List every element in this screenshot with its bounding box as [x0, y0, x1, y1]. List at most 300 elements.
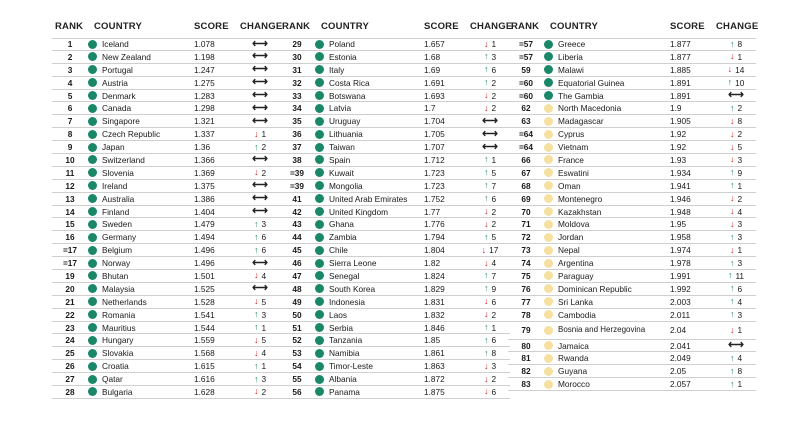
table-row	[508, 322, 756, 340]
change-value: 7	[491, 180, 497, 191]
rank-cell: 7	[67, 116, 73, 127]
rank-cell: 6	[67, 103, 73, 114]
country-name: Taiwan	[329, 142, 355, 153]
country-cell	[315, 155, 424, 165]
table-row	[279, 141, 510, 154]
country-cell	[544, 103, 670, 113]
change-cell	[240, 129, 280, 139]
score-header: SCORE	[424, 20, 459, 32]
rank-cell: 62	[521, 103, 531, 114]
score-cell: 2.04	[670, 325, 687, 336]
country-cell	[315, 52, 424, 62]
peace-level-dot-icon	[544, 326, 553, 335]
change-cell	[240, 245, 280, 255]
change-value: 4	[261, 348, 267, 359]
country-cell	[88, 39, 194, 49]
arrow-up-icon: ↑	[483, 51, 489, 62]
country-cell	[544, 155, 670, 165]
score-cell: 1.723	[424, 167, 445, 178]
table-row	[508, 51, 756, 64]
country-name: Latvia	[329, 103, 352, 114]
change-value: 17	[489, 245, 499, 256]
country-name: Chile	[329, 245, 348, 256]
change-header: CHANGE	[240, 20, 283, 32]
rank-cell: 81	[521, 353, 531, 364]
arrow-up-icon: ↑	[253, 322, 259, 333]
peace-level-dot-icon	[544, 130, 553, 139]
score-cell: 1.337	[194, 129, 215, 140]
peace-level-dot-icon	[315, 284, 324, 293]
rank-cell: 28	[65, 386, 75, 397]
change-value: 3	[261, 219, 267, 230]
change-value: 3	[737, 258, 743, 269]
rank-cell: 35	[292, 116, 302, 127]
score-cell: 1.877	[670, 51, 691, 62]
change-cell	[716, 232, 756, 242]
score-cell: 1.198	[194, 51, 215, 62]
peace-level-dot-icon	[88, 220, 97, 229]
change-value: 6	[737, 283, 743, 294]
change-value: 1	[737, 379, 743, 390]
table-row	[52, 386, 280, 399]
country-name: Serbia	[329, 322, 353, 333]
score-cell: 1.992	[670, 283, 691, 294]
country-cell	[88, 65, 194, 75]
rank-cell: =39	[289, 180, 305, 191]
country-cell	[315, 323, 424, 333]
rank-cell: 38	[292, 154, 302, 165]
country-name: The Gambia	[558, 90, 604, 101]
arrow-down-icon: ↓	[729, 244, 735, 255]
peace-level-dot-icon	[88, 130, 97, 139]
country-cell	[544, 116, 670, 126]
score-cell: 1.934	[670, 167, 691, 178]
country-name: Canada	[102, 103, 132, 114]
change-cell	[716, 379, 756, 389]
rank-cell: 50	[292, 309, 302, 320]
rank-cell: 73	[521, 245, 531, 256]
arrow-up-icon: ↑	[727, 270, 733, 281]
country-cell	[315, 116, 424, 126]
change-value: 2	[491, 219, 497, 230]
country-cell	[544, 341, 670, 351]
score-cell: 1.958	[670, 232, 691, 243]
change-cell	[240, 168, 280, 178]
change-cell	[716, 78, 756, 88]
country-cell	[315, 284, 424, 294]
country-cell	[544, 232, 670, 242]
rank-cell: 46	[292, 258, 302, 269]
rank-cell: 33	[292, 90, 302, 101]
score-cell: 1.496	[194, 245, 215, 256]
table-row	[52, 334, 280, 347]
country-name: Slovakia	[102, 348, 134, 359]
country-cell	[315, 142, 424, 152]
change-cell	[716, 245, 756, 255]
country-cell	[544, 310, 670, 320]
peace-level-dot-icon	[88, 181, 97, 190]
score-cell: 1.776	[424, 219, 445, 230]
country-cell	[88, 168, 194, 178]
peace-level-dot-icon	[315, 375, 324, 384]
score-cell: 1.794	[424, 232, 445, 243]
peace-level-dot-icon	[544, 155, 553, 164]
rank-cell: 47	[292, 270, 302, 281]
rank-cell: 83	[521, 379, 531, 390]
score-cell: 1.978	[670, 258, 691, 269]
score-cell: 1.92	[670, 129, 687, 140]
score-cell: 1.525	[194, 283, 215, 294]
ranking-rows	[279, 38, 510, 399]
change-cell	[470, 284, 510, 294]
score-cell: 1.824	[424, 270, 445, 281]
rank-cell: 59	[521, 64, 531, 75]
country-name: Laos	[329, 309, 347, 320]
table-row	[508, 270, 756, 283]
change-value: 2	[737, 193, 743, 204]
peace-level-dot-icon	[315, 220, 324, 229]
change-value: 1	[491, 39, 497, 50]
country-name: Spain	[329, 154, 351, 165]
country-cell	[88, 335, 194, 345]
arrow-up-icon: ↑	[729, 231, 735, 242]
arrow-up-icon: ↑	[729, 283, 735, 294]
country-name: Uruguay	[329, 116, 361, 127]
peace-level-dot-icon	[315, 65, 324, 74]
rank-cell: 32	[292, 77, 302, 88]
arrow-down-icon: ↓	[483, 296, 489, 307]
rank-cell: 54	[292, 361, 302, 372]
arrow-up-icon: ↑	[253, 309, 259, 320]
rank-cell: =64	[518, 129, 534, 140]
peace-level-dot-icon	[88, 297, 97, 306]
rank-cell: 45	[292, 245, 302, 256]
no-change-icon: ⟷	[252, 101, 268, 114]
table-row	[508, 296, 756, 309]
change-cell	[470, 78, 510, 88]
country-name: Vietnam	[558, 142, 589, 153]
change-cell	[240, 154, 280, 165]
arrow-down-icon: ↓	[729, 51, 735, 62]
table-row	[279, 386, 510, 399]
score-cell: 1.872	[424, 374, 445, 385]
change-value: 14	[735, 64, 745, 75]
table-row	[508, 154, 756, 167]
change-value: 9	[491, 283, 497, 294]
change-value: 1	[737, 325, 743, 336]
change-value: 6	[261, 245, 267, 256]
change-cell	[470, 91, 510, 101]
table-row	[508, 378, 756, 391]
arrow-up-icon: ↑	[729, 38, 735, 49]
change-cell	[470, 39, 510, 49]
arrow-up-icon: ↑	[483, 334, 489, 345]
country-name: North Macedonia	[558, 103, 622, 114]
change-value: 6	[491, 386, 497, 397]
country-name: Sri Lanka	[558, 296, 594, 307]
table-row	[52, 257, 280, 270]
change-value: 6	[491, 193, 497, 204]
rank-cell: =39	[289, 167, 305, 178]
table-row	[279, 180, 510, 193]
change-value: 5	[737, 142, 743, 153]
country-name: Bulgaria	[102, 386, 133, 397]
ranking-column-2	[279, 18, 513, 399]
rank-cell: 29	[292, 39, 302, 50]
change-cell	[716, 258, 756, 268]
change-cell	[240, 361, 280, 371]
table-row	[279, 102, 510, 115]
change-cell	[716, 271, 756, 281]
country-name: Australia	[102, 193, 135, 204]
table-row	[508, 115, 756, 128]
table-row	[52, 167, 280, 180]
change-cell	[240, 64, 280, 75]
change-cell	[240, 258, 280, 269]
table-row	[279, 115, 510, 128]
country-cell	[88, 387, 194, 397]
change-cell	[470, 52, 510, 62]
change-cell	[470, 219, 510, 229]
country-cell	[88, 310, 194, 320]
arrow-down-icon: ↓	[483, 38, 489, 49]
table-row	[52, 141, 280, 154]
arrow-up-icon: ↑	[483, 283, 489, 294]
arrow-down-icon: ↓	[729, 141, 735, 152]
peace-level-dot-icon	[315, 323, 324, 332]
arrow-up-icon: ↑	[729, 167, 735, 178]
country-cell	[315, 91, 424, 101]
rank-cell: 19	[65, 270, 75, 281]
arrow-down-icon: ↓	[253, 167, 259, 178]
peace-level-dot-icon	[544, 233, 553, 242]
table-row	[279, 322, 510, 335]
change-cell	[716, 194, 756, 204]
rank-cell: =17	[62, 258, 78, 269]
change-cell	[470, 116, 510, 127]
country-name: Lithuania	[329, 129, 363, 140]
peace-level-dot-icon	[88, 259, 97, 268]
no-change-icon: ⟷	[252, 63, 268, 76]
rank-cell: =57	[518, 39, 534, 50]
country-cell	[88, 103, 194, 113]
change-cell	[470, 335, 510, 345]
rank-cell: 80	[521, 340, 531, 351]
change-value: 1	[737, 180, 743, 191]
score-cell: 1.375	[194, 180, 215, 191]
peace-level-dot-icon	[315, 143, 324, 152]
arrow-up-icon: ↑	[253, 231, 259, 242]
table-row	[52, 77, 280, 90]
table-row	[52, 309, 280, 322]
change-cell	[470, 232, 510, 242]
change-cell	[716, 353, 756, 363]
peace-level-dot-icon	[544, 284, 553, 293]
country-cell	[544, 194, 670, 204]
peace-level-dot-icon	[315, 387, 324, 396]
score-cell: 2.011	[670, 309, 691, 320]
country-name: Argentina	[558, 258, 594, 269]
table-row	[279, 231, 510, 244]
rank-cell: 10	[65, 154, 75, 165]
change-value: 2	[491, 90, 497, 101]
country-cell	[88, 116, 194, 126]
score-cell: 1.752	[424, 193, 445, 204]
arrow-up-icon: ↑	[729, 102, 735, 113]
country-cell	[315, 181, 424, 191]
country-cell	[88, 258, 194, 268]
country-name: Finland	[102, 206, 130, 217]
table-row	[508, 38, 756, 51]
country-name: Poland	[329, 39, 355, 50]
table-row	[279, 347, 510, 360]
score-cell: 1.92	[670, 142, 687, 153]
change-value: 5	[261, 335, 267, 346]
arrow-up-icon: ↑	[727, 77, 733, 88]
change-value: 6	[491, 64, 497, 75]
peace-level-dot-icon	[88, 207, 97, 216]
change-value: 1	[261, 129, 267, 140]
change-cell	[240, 323, 280, 333]
change-value: 6	[261, 232, 267, 243]
peace-level-dot-icon	[315, 78, 324, 87]
peace-level-dot-icon	[315, 233, 324, 242]
change-value: 1	[261, 361, 267, 372]
peace-level-dot-icon	[88, 168, 97, 177]
no-change-icon: ⟷	[252, 114, 268, 127]
country-name: Kuwait	[329, 167, 354, 178]
table-row	[52, 296, 280, 309]
change-cell	[716, 310, 756, 320]
country-cell	[544, 353, 670, 363]
table-row	[279, 373, 510, 386]
rank-cell: 16	[65, 232, 75, 243]
country-name: Paraguay	[558, 270, 594, 281]
country-name: Czech Republic	[102, 129, 161, 140]
change-cell	[716, 181, 756, 191]
change-cell	[240, 348, 280, 358]
arrow-up-icon: ↑	[729, 365, 735, 376]
score-cell: 1.863	[424, 361, 445, 372]
score-cell: 1.404	[194, 206, 215, 217]
table-row	[279, 193, 510, 206]
rank-cell: 14	[65, 206, 75, 217]
score-cell: 1.275	[194, 77, 215, 88]
rank-cell: 71	[521, 219, 531, 230]
country-cell	[544, 65, 670, 75]
change-value: 5	[261, 296, 267, 307]
country-cell	[544, 379, 670, 389]
table-row	[279, 283, 510, 296]
rank-cell: 56	[292, 386, 302, 397]
rank-cell: 70	[521, 206, 531, 217]
score-cell: 1.479	[194, 219, 215, 230]
table-row	[52, 218, 280, 231]
score-header: SCORE	[670, 20, 705, 32]
change-cell	[470, 155, 510, 165]
change-cell	[470, 245, 510, 255]
table-row	[52, 244, 280, 257]
score-cell: 1.85	[424, 335, 441, 346]
peace-level-dot-icon	[315, 104, 324, 113]
table-row	[279, 360, 510, 373]
country-cell	[88, 219, 194, 229]
country-name: Oman	[558, 180, 581, 191]
peace-level-dot-icon	[315, 40, 324, 49]
peace-level-dot-icon	[88, 284, 97, 293]
rank-cell: 13	[65, 193, 75, 204]
score-cell: 1.877	[670, 39, 691, 50]
country-cell	[88, 297, 194, 307]
arrow-down-icon: ↓	[729, 324, 735, 335]
country-cell	[315, 39, 424, 49]
score-cell: 1.36	[194, 142, 211, 153]
country-name: Rwanda	[558, 353, 589, 364]
country-name: Moldova	[558, 219, 590, 230]
country-name: Belgium	[102, 245, 132, 256]
country-cell	[88, 142, 194, 152]
rank-cell: 79	[521, 325, 531, 336]
score-cell: 1.723	[424, 180, 445, 191]
column-header-row	[52, 18, 283, 34]
score-cell: 1.875	[424, 386, 445, 397]
rank-cell: 51	[292, 322, 302, 333]
country-cell	[315, 258, 424, 268]
change-value: 2	[261, 386, 267, 397]
rank-cell: 2	[67, 51, 73, 62]
arrow-down-icon: ↓	[483, 90, 489, 100]
score-cell: 1.905	[670, 116, 691, 127]
country-name: Mongolia	[329, 180, 363, 191]
change-value: 10	[735, 77, 745, 88]
arrow-up-icon: ↑	[483, 322, 489, 333]
table-row	[508, 283, 756, 296]
change-cell	[240, 77, 280, 88]
ranking-rows	[52, 38, 280, 399]
peace-level-dot-icon	[315, 181, 324, 190]
score-cell: 1.559	[194, 335, 215, 346]
score-cell: 1.366	[194, 154, 215, 165]
country-name: Ireland	[102, 180, 128, 191]
arrow-down-icon: ↓	[729, 154, 735, 165]
country-name: Singapore	[102, 116, 140, 127]
table-row	[279, 154, 510, 167]
arrow-up-icon: ↑	[253, 373, 259, 384]
change-value: 1	[737, 245, 743, 256]
peace-level-dot-icon	[544, 354, 553, 363]
peace-level-dot-icon	[544, 143, 553, 152]
arrow-down-icon: ↓	[729, 115, 735, 126]
peace-level-dot-icon	[315, 130, 324, 139]
change-value: 3	[737, 154, 743, 165]
change-cell	[716, 366, 756, 376]
change-value: 8	[737, 116, 743, 127]
score-cell: 1.369	[194, 167, 215, 178]
peace-level-dot-icon	[315, 207, 324, 216]
arrow-down-icon: ↓	[481, 244, 487, 255]
change-value: 2	[491, 206, 497, 217]
change-value: 2	[261, 167, 267, 178]
no-change-icon: ⟷	[252, 179, 268, 192]
table-row	[279, 334, 510, 347]
rank-cell: 20	[65, 283, 75, 294]
country-name: Indonesia	[329, 296, 365, 307]
country-name: Portugal	[102, 64, 133, 75]
rank-cell: 23	[65, 322, 75, 333]
rank-cell: 24	[65, 335, 75, 346]
change-cell	[470, 181, 510, 191]
country-name: Cyprus	[558, 129, 585, 140]
